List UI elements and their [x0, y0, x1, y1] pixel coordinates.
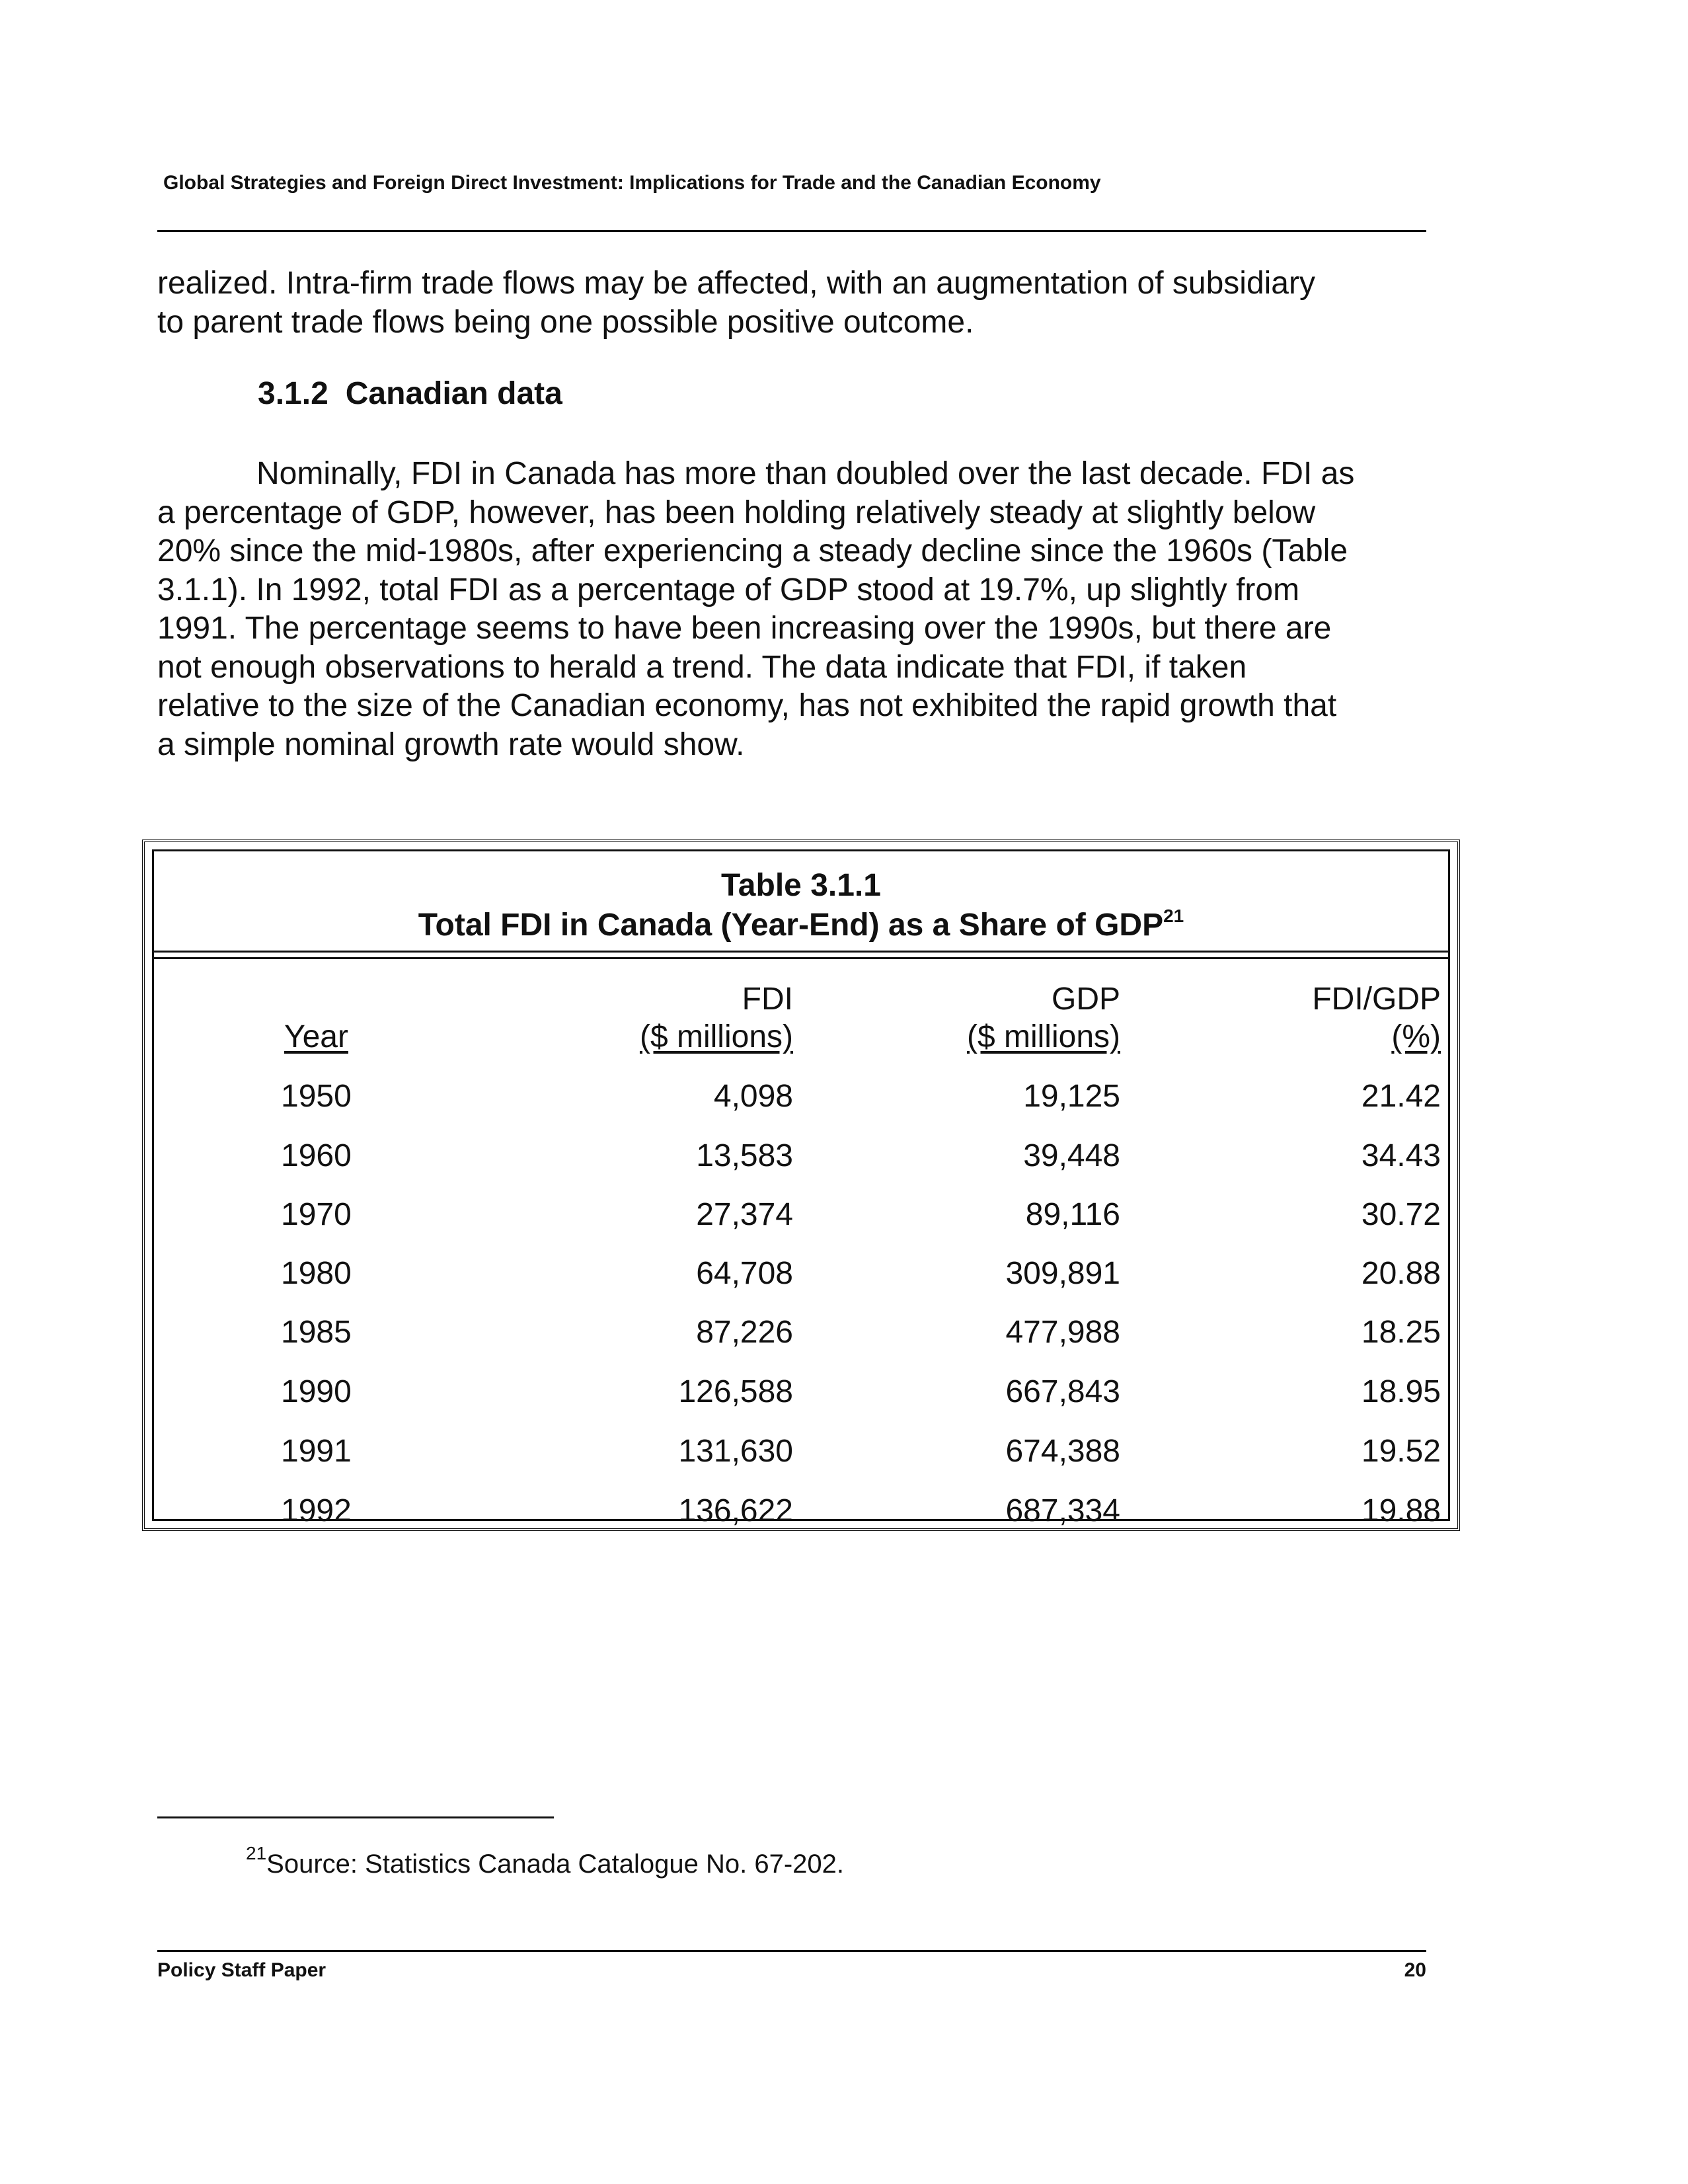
cell-year: 1980 — [281, 1256, 352, 1291]
section-number: 3.1.2 — [258, 376, 328, 411]
cell-fdi: 131,630 — [678, 1434, 793, 1469]
cell-gdp: 667,843 — [1005, 1374, 1120, 1409]
section-heading — [258, 378, 562, 410]
table-caption — [153, 906, 1449, 945]
table-caption-rule — [153, 951, 1449, 953]
col-header-fdi-label: FDI — [742, 982, 793, 1017]
cell-fdi: 64,708 — [696, 1256, 793, 1291]
cell-gdp: 39,448 — [1023, 1138, 1120, 1173]
cell-year: 1991 — [281, 1434, 352, 1469]
cell-fdi: 136,622 — [678, 1493, 793, 1528]
cell-ratio: 18.95 — [1361, 1374, 1441, 1409]
col-header-ratio — [1190, 984, 1441, 1053]
footnote-rule — [157, 1816, 554, 1818]
paragraph-line: to parent trade flows being one possible positive outcome. — [157, 304, 974, 340]
footnote-text: Source: Statistics Canada Catalogue No. 67-202. — [266, 1850, 845, 1879]
paragraph-line: 20% since the mid-1980s, after experiencing a steady decline since the 1960s (Table — [157, 533, 1348, 568]
cell-ratio: 18.25 — [1361, 1315, 1441, 1350]
cell-ratio: 21.42 — [1361, 1079, 1441, 1114]
paragraph-line: realized. Intra-firm trade flows may be affected, with an augmentation of subsidiary — [157, 266, 1315, 301]
cell-fdi: 27,374 — [696, 1197, 793, 1232]
header-rule — [157, 230, 1426, 232]
cell-fdi: 4,098 — [713, 1079, 793, 1114]
cell-year: 1985 — [281, 1315, 352, 1350]
cell-year: 1970 — [281, 1197, 352, 1232]
cell-gdp: 19,125 — [1023, 1079, 1120, 1114]
paragraph-line: 3.1.1). In 1992, total FDI as a percentage of GDP stood at 19.7%, up slightly from — [157, 572, 1300, 607]
cell-year: 1992 — [281, 1493, 352, 1528]
cell-year: 1990 — [281, 1374, 352, 1409]
cell-ratio: 19.88 — [1361, 1493, 1441, 1528]
cell-fdi: 126,588 — [678, 1374, 793, 1409]
paragraph-line: a percentage of GDP, however, has been holding relatively steady at slightly below — [157, 494, 1316, 530]
paragraph-line: not enough observations to herald a trend. The data indicate that FDI, if taken — [157, 649, 1247, 685]
col-header-gdp-label: GDP — [1051, 982, 1120, 1017]
cell-fdi: 87,226 — [696, 1315, 793, 1350]
footnote-marker: 21 — [246, 1843, 267, 1863]
table-caption-rule — [153, 957, 1449, 959]
table-title — [153, 866, 1449, 945]
cell-gdp: 477,988 — [1005, 1315, 1120, 1350]
cell-gdp: 687,334 — [1005, 1493, 1120, 1528]
cell-fdi: 13,583 — [696, 1138, 793, 1173]
footer-label: Policy Staff Paper — [157, 1959, 326, 1981]
col-header-fdi-unit: ($ millions) — [639, 1019, 793, 1054]
col-header-year: Year — [284, 1019, 348, 1054]
paragraph-2 — [157, 455, 1465, 764]
cell-ratio: 19.52 — [1361, 1434, 1441, 1469]
table-caption-text: Total FDI in Canada (Year-End) as a Share of GDP — [418, 908, 1164, 943]
footer-rule — [157, 1950, 1426, 1952]
col-header-gdp-unit: ($ millions) — [966, 1019, 1120, 1054]
page-number: 20 — [1404, 1959, 1426, 1981]
cell-year: 1950 — [281, 1079, 352, 1114]
col-header-ratio-label: FDI/GDP — [1312, 982, 1441, 1017]
footnote — [246, 1843, 845, 1879]
paragraph-line: relative to the size of the Canadian economy, has not exhibited the rapid growth that — [157, 688, 1337, 723]
cell-ratio: 30.72 — [1361, 1197, 1441, 1232]
paragraph-line: 1991. The percentage seems to have been increasing over the 1990s, but there are — [157, 611, 1332, 646]
table-number: Table 3.1.1 — [721, 868, 881, 903]
cell-gdp: 674,388 — [1005, 1434, 1120, 1469]
footnote-ref: 21 — [1163, 906, 1184, 926]
col-header-gdp — [793, 984, 1120, 1053]
cell-year: 1960 — [281, 1138, 352, 1173]
running-header: Global Strategies and Foreign Direct Investment: Implications for Trade and the Canadian Economy — [163, 172, 1101, 194]
section-title: Canadian data — [345, 376, 562, 411]
cell-ratio: 20.88 — [1361, 1256, 1441, 1291]
paragraph-1 — [157, 264, 1465, 342]
cell-gdp: 309,891 — [1005, 1256, 1120, 1291]
cell-gdp: 89,116 — [1025, 1197, 1120, 1232]
cell-ratio: 34.43 — [1361, 1138, 1441, 1173]
paragraph-line: Nominally, FDI in Canada has more than doubled over the last decade. FDI as — [256, 456, 1355, 491]
col-header-fdi — [463, 984, 793, 1053]
paragraph-line: a simple nominal growth rate would show. — [157, 726, 745, 762]
col-header-ratio-unit: (%) — [1391, 1019, 1441, 1054]
